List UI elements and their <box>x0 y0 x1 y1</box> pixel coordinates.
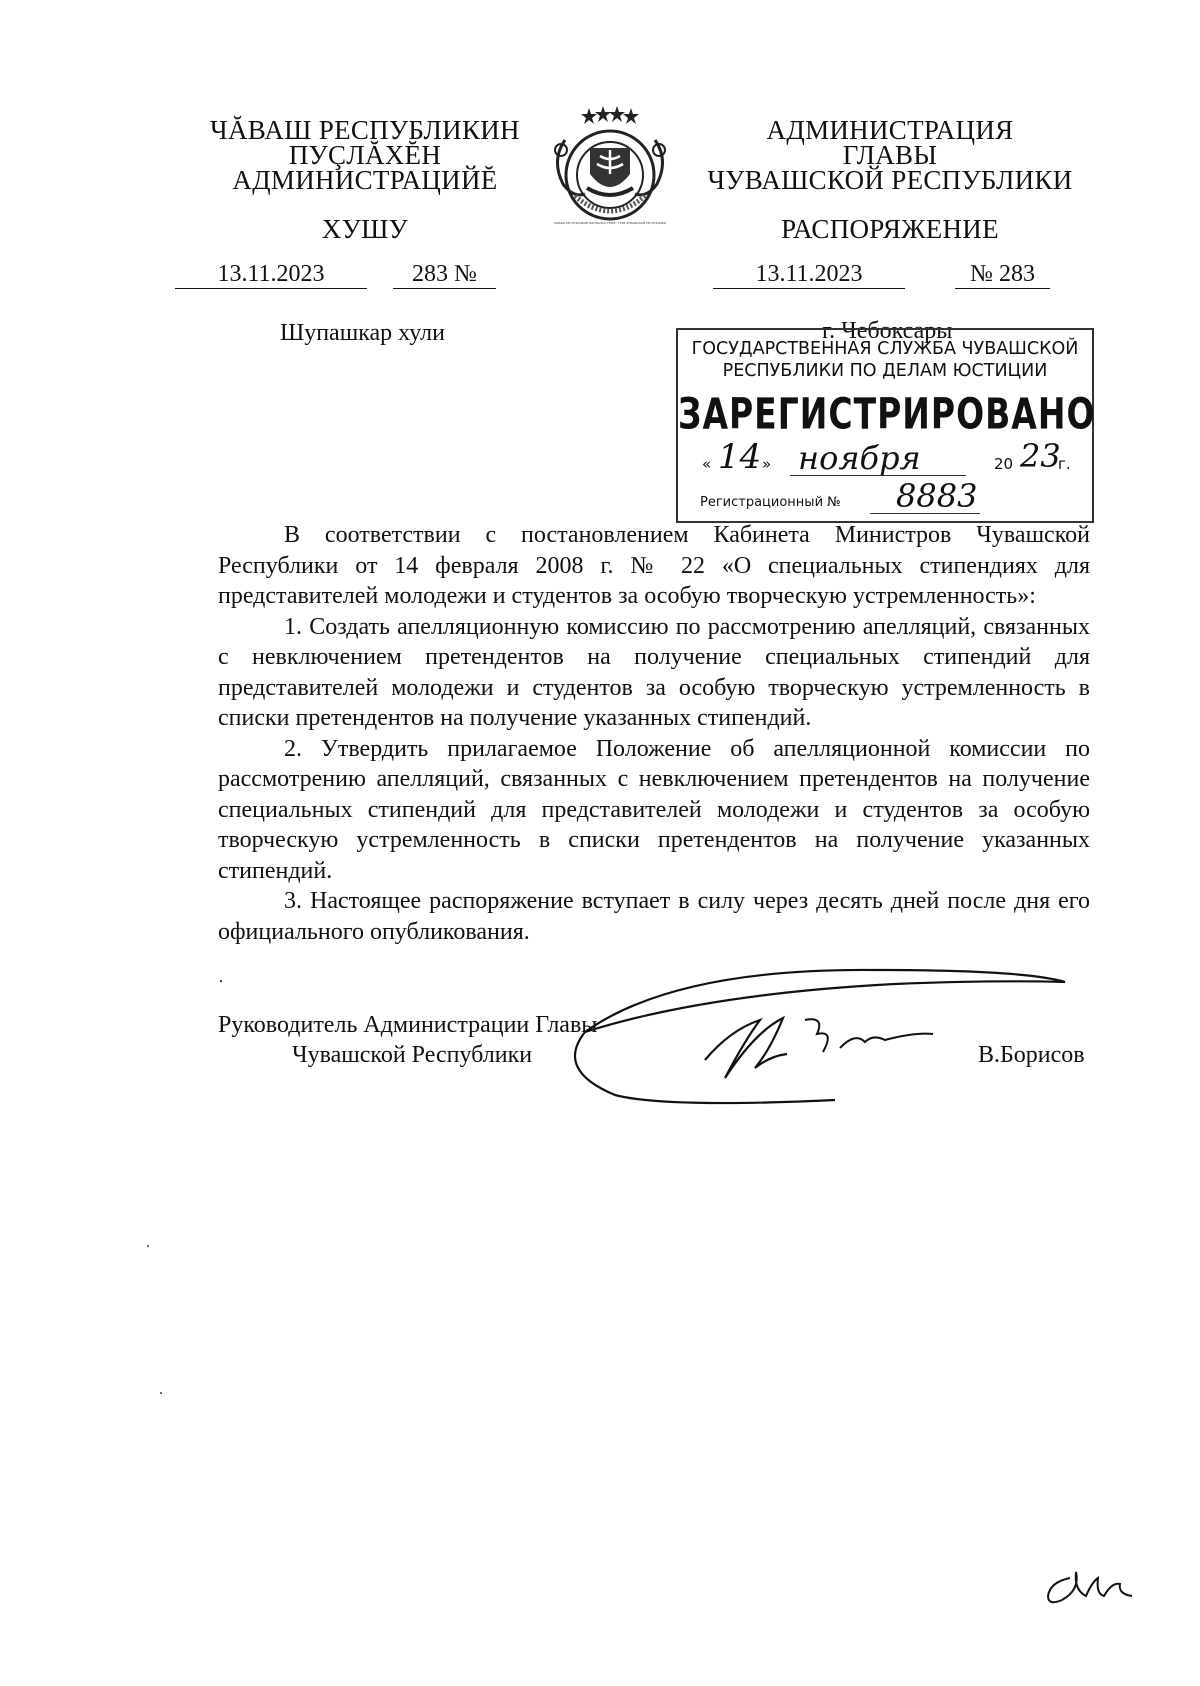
header-left-date: 13.11.2023 <box>175 260 367 289</box>
header-right-date: 13.11.2023 <box>713 260 905 289</box>
stamp-reg-label: Регистрационный № <box>700 495 841 510</box>
stamp-status: ЗАРЕГИСТРИРОВАНО <box>678 388 1096 439</box>
signature-name: В.Борисов <box>978 1042 1085 1068</box>
coat-of-arms-emblem <box>545 100 675 230</box>
header-right-line2: ГЛАВЫ <box>842 140 938 170</box>
body-preamble: В соответствии с постановлением Кабинета Министров Чувашской Республики от 14 февраля 2008 г. № 22 «О специальных стипендиях для представителей молодежи и студентов за особую творческую устремленность»: <box>218 522 1090 609</box>
stamp-date-row <box>678 437 1092 483</box>
scan-speck <box>147 1245 149 1247</box>
stamp-reg-row <box>678 477 1092 517</box>
header-right-line3: ЧУВАШСКОЙ РЕСПУБЛИКИ <box>707 165 1073 195</box>
document-body <box>218 520 1090 947</box>
body-item-1: 1. Создать апелляционную комиссию по рассмотрению апелляций, связанных с невключением претендентов на получение специальных стипендий для представителей молодежи и студентов за особую творческую устремленность в списки претендентов на получение указанных стипендий. <box>218 613 1090 731</box>
handwritten-signature <box>555 960 1075 1110</box>
body-item-2: 2. Утвердить прилагаемое Положение об апелляционной комиссии по рассмотрению апелляций, связанных с невключением претендентов на получение специальных стипендий для представителей молодежи и студентов за особую творческую устремленность в списки претендентов на получение указанных стипендий. <box>218 735 1090 884</box>
stamp-quote-open: « <box>702 455 712 473</box>
stamp-month-underline <box>790 475 966 476</box>
header-left-line2: ПУÇЛĂХĔН <box>288 140 442 170</box>
signature-position-line1: Руководитель Администрации Главы <box>218 1012 598 1038</box>
header-right-doc-type: РАСПОРЯЖЕНИЕ <box>781 214 999 244</box>
signature-position-line2: Чувашской Республики <box>292 1042 533 1068</box>
stamp-year-suffix: 23 <box>1020 437 1061 475</box>
stamp-year-unit: г. <box>1058 455 1071 473</box>
header-right <box>690 115 1090 195</box>
stamp-org-line1: ГОСУДАРСТВЕННАЯ СЛУЖБА ЧУВАШСКОЙ <box>691 339 1079 359</box>
stamp-reg-number: 8883 <box>896 477 978 515</box>
emblem-ring-text: ЧĂВАШ РЕСПУБЛИКИН ПАТШАЛĂХ ГЕРБĔ • ГЕРБ ЧУВАШСКОЙ РЕСПУБЛИКИ <box>554 221 666 225</box>
header-right-number: № 283 <box>955 260 1050 289</box>
header-left-line3: АДМИНИСТРАЦИЙĔ <box>232 165 498 195</box>
header-left-number: 283 № <box>393 260 496 289</box>
stamp-day: 14 <box>718 437 762 477</box>
corner-initials <box>1040 1560 1140 1610</box>
stamp-year-prefix: 20 <box>994 455 1014 473</box>
stamp-month: ноября <box>798 439 921 477</box>
stamp-quote-close: » <box>762 455 772 473</box>
header-right-city: г. Чебоксары <box>822 318 953 344</box>
header-right-line1: АДМИНИСТРАЦИЯ <box>766 115 1014 145</box>
stamp-org-line2: РЕСПУБЛИКИ ПО ДЕЛАМ ЮСТИЦИИ <box>722 361 1048 381</box>
header-left-line1: ЧĂВАШ РЕСПУБЛИКИН <box>210 115 520 145</box>
scan-speck <box>220 980 222 982</box>
registration-stamp <box>676 328 1094 523</box>
header-left-city: Шупашкар хули <box>280 320 445 346</box>
scan-speck <box>160 1392 162 1394</box>
header-left <box>175 115 555 195</box>
header-left-doc-type: ХУШУ <box>321 214 409 244</box>
body-item-3: 3. Настоящее распоряжение вступает в силу через десять дней после дня его официального опубликования. <box>218 888 1090 945</box>
